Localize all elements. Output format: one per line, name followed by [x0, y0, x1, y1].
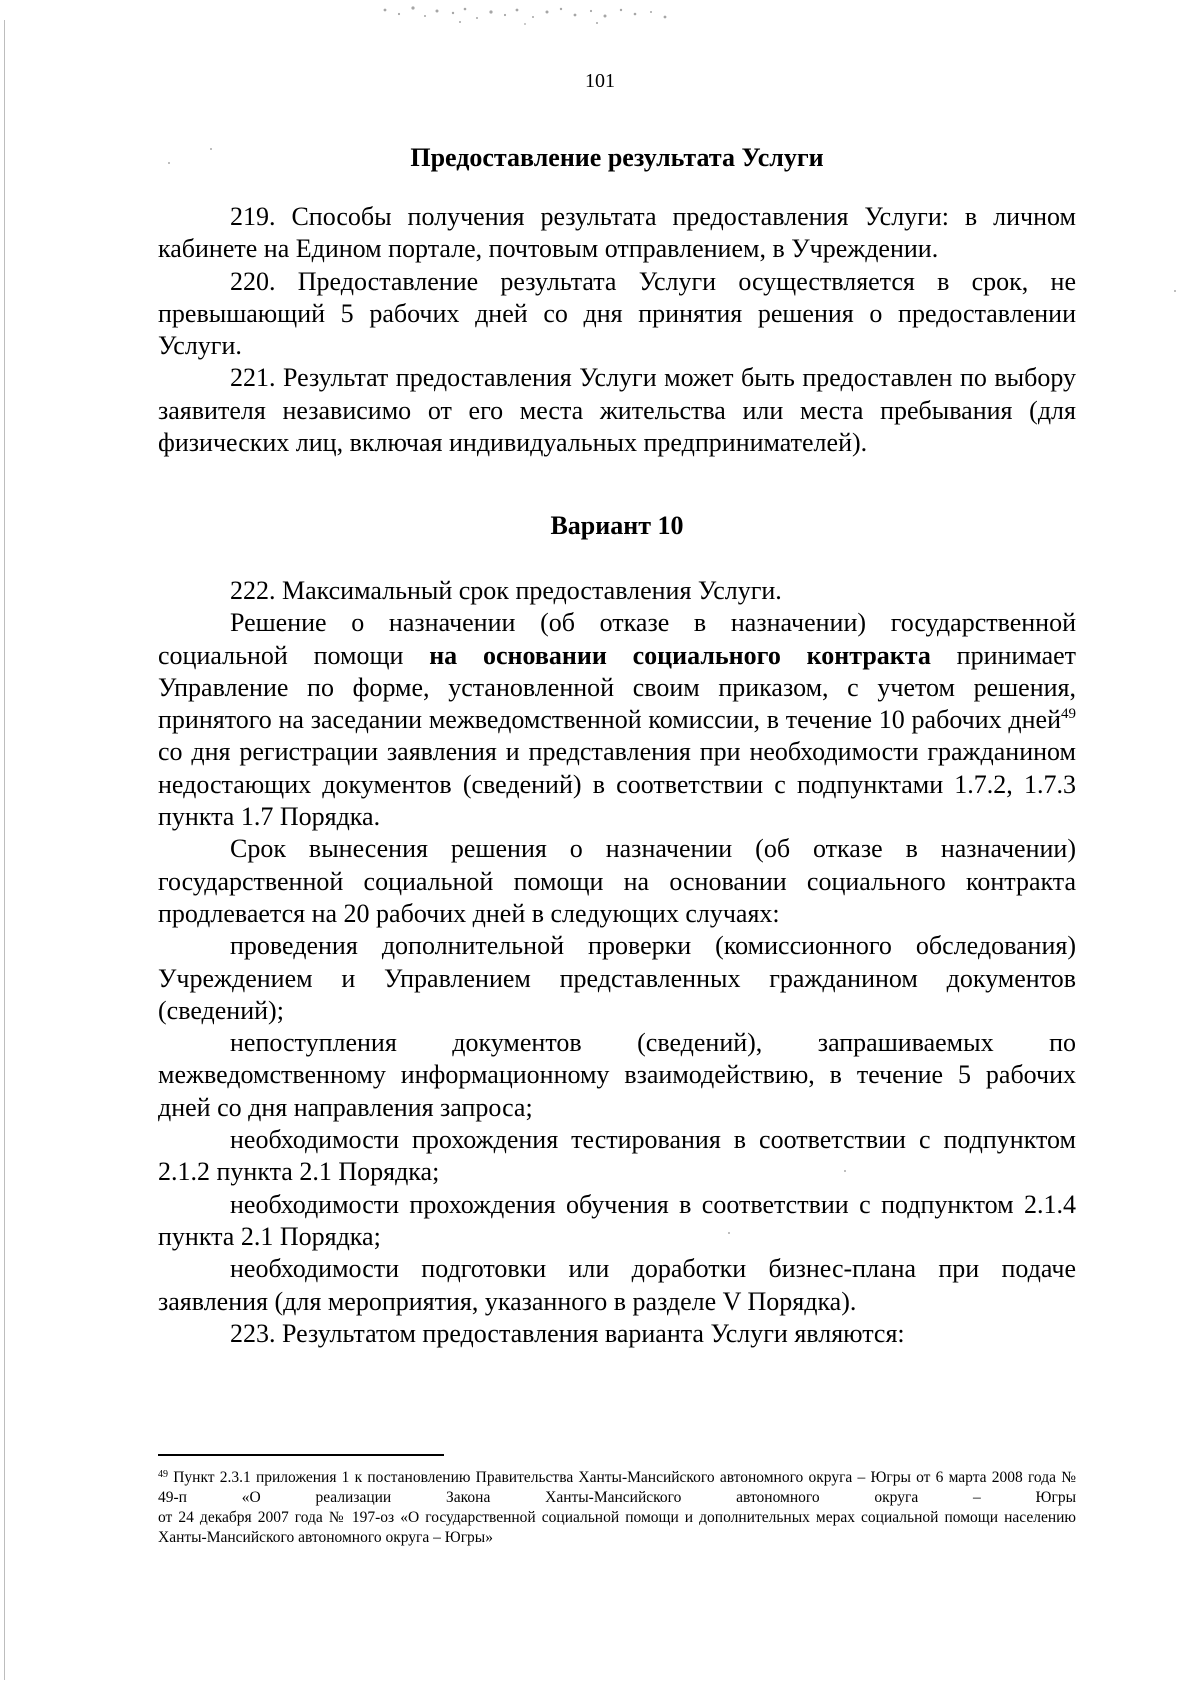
paragraph-223: 223. Результатом предоставления варианта Услуги являются:: [230, 1318, 905, 1348]
footnote-line-2: от 24 декабря 2007 года № 197-оз «О государственной социальной помощи и дополнительных мерах социальной помощи населению Ханты-Мансийского автономного округа – Югры»: [158, 1509, 1076, 1546]
variant-10-paragraphs: [158, 575, 1076, 1350]
bold-phrase: на основании социального контракта: [429, 640, 931, 670]
case-item: проведения дополнительной проверки (комиссионного обследования) Учреждением и Управлением представленных гражданином документов (сведений);: [158, 931, 1076, 1025]
section-heading-result: Предоставление результата Услуги: [410, 143, 824, 172]
case-item: необходимости прохождения тестирования в соответствии с подпунктом 2.1.2 пункта 2.1 Порядка;: [158, 1125, 1076, 1187]
page-number: 101: [585, 70, 615, 92]
footnote-separator: [158, 1454, 444, 1456]
paragraph-extension: Срок вынесения решения о назначении (об отказе в назначении) государственной социальной помощи на основании социального контракта продлевается на 20 рабочих дней в следующих случаях:: [158, 834, 1076, 928]
footnote-mark: 49: [158, 1469, 168, 1480]
paragraph-219: 219. Способы получения результата предоставления Услуги: в личном кабинете на Едином портале, почтовым отправлением, в Учреждении.: [158, 202, 1076, 264]
paragraph-decision: Решение о назначении (об отказе в назначении) государственной социальной помощи на основании социального контракта принимает Управление по форме, установленной своим приказом, с учетом решения, принятого на заседании межведомственной комиссии, в течение 10 рабочих дней$^{49}$ со дня регистрации заявления и представления при необходимости гражданином недостающих документов (сведений) в соответствии с подпунктами 1.7.2, 1.7.3 пункта 1.7 Порядка.: [158, 608, 1077, 832]
footnote-line-1: Пункт 2.3.1 приложения 1 к постановлению Правительства Ханты-Мансийского автономного округа – Югры от 6 марта 2008 года № 49-п «О реализации Закона Ханты-Мансийского автономного округа – Югры: [158, 1469, 1076, 1506]
section-heading-variant-10: Вариант 10: [550, 511, 684, 540]
paragraph-221: 221. Результат предоставления Услуги может быть предоставлен по выбору заявителя независимо от его места жительства или места пребывания (для физических лиц, включая индивидуальных предпринимателей).: [158, 363, 1076, 458]
scan-noise-top: [365, 0, 725, 34]
paragraph-222: 222. Максимальный срок предоставления Услуги.: [230, 576, 782, 605]
footnote: [158, 1468, 1076, 1548]
result-paragraphs: [158, 201, 1076, 459]
case-item: необходимости прохождения обучения в соответствии с подпунктом 2.1.4 пункта 2.1 Порядка;: [158, 1189, 1076, 1251]
case-item: необходимости подготовки или доработки бизнес-плана при подаче заявления (для мероприятия, указанного в разделе V Порядка).: [158, 1254, 1076, 1316]
scan-speck: [1174, 290, 1176, 292]
case-item: непоступления документов (сведений), запрашиваемых по межведомственному информационному взаимодействию, в течение 5 рабочих дней со дня направления запроса;: [158, 1028, 1076, 1122]
scan-edge-line: [4, 20, 5, 1680]
footnote-reference: 49: [1061, 706, 1076, 723]
paragraph-220: 220. Предоставление результата Услуги осуществляется в срок, не превышающий 5 рабочих дней со дня принятия решения о предоставлении Услуги.: [158, 266, 1076, 361]
